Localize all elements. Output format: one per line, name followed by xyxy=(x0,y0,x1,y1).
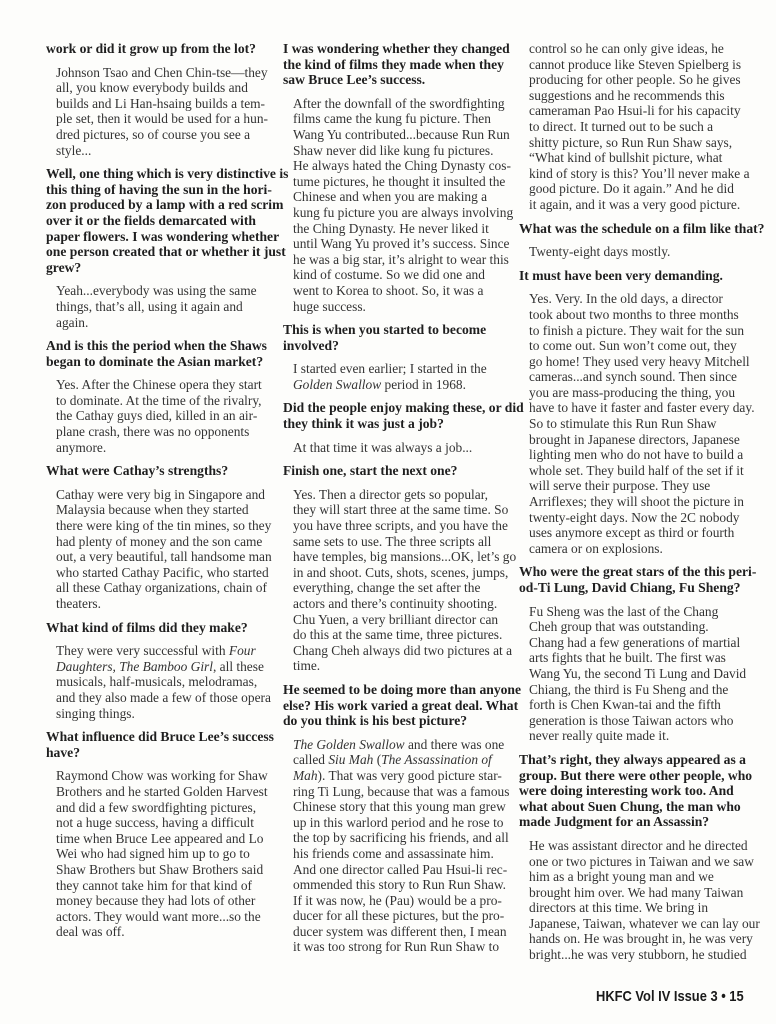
text-line: cameraman Pao Hsui-li for his capacity xyxy=(529,103,741,119)
text-line: This is when you started to become xyxy=(283,322,487,338)
interview-question xyxy=(46,463,274,479)
text-line: If it was now, he (Pau) would be a pro- xyxy=(293,892,502,908)
interview-answer xyxy=(46,377,274,455)
text-line: Daughters, The Bamboo Girl, all these xyxy=(56,658,264,674)
text-line: he was a big star, it’s alright to wear this xyxy=(293,251,509,267)
text-line: generation is those Taiwan actors who xyxy=(529,712,734,728)
text-line: bright...he was very stubborn, he studied xyxy=(529,947,747,963)
text-line: never really quite made it. xyxy=(529,728,670,744)
column-3 xyxy=(519,41,765,971)
text-line: not a huge success, having a difficult xyxy=(56,815,254,831)
text-line: saw Bruce Lee’s success. xyxy=(283,72,426,88)
text-line: they think it was just a job? xyxy=(283,416,444,432)
interview-answer xyxy=(283,440,515,456)
text-line: Yes. Then a director gets so popular, xyxy=(293,486,488,502)
interview-answer xyxy=(519,291,759,556)
text-line: arts fights that he built. The first was xyxy=(529,650,726,666)
text-line: Malaysia because when they started xyxy=(56,502,249,518)
interview-question xyxy=(46,338,274,369)
text-line: will serve their purpose. They use xyxy=(529,478,711,494)
text-line: So to stimulate this Run Run Shaw xyxy=(529,416,717,432)
text-line: plane crash, there was no opponents xyxy=(56,424,250,440)
interview-answer xyxy=(283,737,515,955)
interview-question xyxy=(283,681,522,729)
text-line: this thing of having the sun in the hori- xyxy=(46,181,272,197)
text-line: anymore. xyxy=(56,439,107,455)
text-line: “What kind of bullshit picture, what xyxy=(529,150,723,166)
text-line: everything, change the set after the xyxy=(293,580,481,596)
interview-answer xyxy=(46,283,274,330)
text-line: producing for other people. So he gives xyxy=(529,72,741,88)
text-line: you are mass-producing the thing, you xyxy=(529,384,736,400)
text-line: again. xyxy=(56,314,89,330)
text-line: one person created that or whether it just xyxy=(46,244,286,260)
text-line: Yeah...everybody was using the same xyxy=(56,283,257,299)
text-line: have? xyxy=(46,744,80,760)
text-line: his friends come and assassinate him. xyxy=(293,845,494,861)
interview-answer xyxy=(283,96,515,314)
text-line: And one director called Pau Hsui-li rec- xyxy=(293,861,508,877)
text-line: Wang Yu contributed...because Run Run xyxy=(293,126,510,142)
text-line: He always hated the Ching Dynasty cos- xyxy=(293,158,511,174)
text-line: over it or the fields demarcated with xyxy=(46,212,256,228)
text-line: the kind of films they made when they xyxy=(283,56,504,72)
interview-answer xyxy=(46,65,274,159)
text-line: Cathay were very big in Singapore and xyxy=(56,486,265,502)
text-line: Who were the great stars of the this peri- xyxy=(519,564,757,580)
text-line: Fu Sheng was the last of the Chang xyxy=(529,603,719,619)
text-line: control so he can only give ideas, he xyxy=(529,41,724,56)
text-line: go home! They used very heavy Mitchell xyxy=(529,353,750,369)
text-line: it was too strong for Run Run Shaw to xyxy=(293,939,500,955)
text-line: have to have it faster and faster every day. xyxy=(529,400,755,416)
text-line: brought him over. We had many Taiwan xyxy=(529,884,744,900)
interview-answer xyxy=(283,487,515,674)
text-line: huge success. xyxy=(293,298,366,314)
text-line: They were very successful with Four xyxy=(56,643,256,659)
text-line: who started Cathay Pacific, who started xyxy=(56,564,269,580)
text-line: deal was off. xyxy=(56,924,125,940)
text-line: and did a few swordfighting pictures, xyxy=(56,799,257,815)
text-line: had plenty of money and the son came xyxy=(56,533,263,549)
text-line: kind of costume. So we did one and xyxy=(293,267,485,283)
text-line: style... xyxy=(56,142,92,158)
text-line: to come out. Sun won’t come out, they xyxy=(529,338,737,354)
text-line: kind of story is this? You’ll never make a xyxy=(529,165,750,181)
interview-answer xyxy=(46,487,274,612)
text-line: money because they had lots of other xyxy=(56,893,256,909)
interview-question xyxy=(46,729,274,760)
text-line: the top by sacrificing his friends, and all xyxy=(293,830,509,846)
text-line: time. xyxy=(293,658,321,674)
text-line: hands on. He was brought in, he was very xyxy=(529,931,753,947)
text-line: And is this the period when the Shaws xyxy=(46,338,267,354)
text-line: they will start three at the same time. So xyxy=(293,502,509,518)
column-2 xyxy=(283,41,524,963)
text-line: do you think is his best picture? xyxy=(283,713,468,729)
text-line: until Wang Yu proved it’s success. Since xyxy=(293,236,510,252)
text-line: Shaw Brothers but Shaw Brothers said xyxy=(56,861,264,877)
text-line: Yes. Very. In the old days, a director xyxy=(529,291,723,307)
text-line: cannot produce like Steven Spielberg is xyxy=(529,56,742,72)
text-line: He was assistant director and he directed xyxy=(529,837,748,853)
text-line: shitty picture, so Run Run Shaw says, xyxy=(529,134,733,150)
text-line: the Cathay guys died, killed in an air- xyxy=(56,408,258,424)
text-line: That’s right, they always appeared as a xyxy=(519,751,746,767)
text-line: one or two pictures in Taiwan and we saw xyxy=(529,853,754,869)
text-line: Chu Yuen, a very brilliant director can xyxy=(293,611,499,627)
text-line: things, that’s all, using it again and xyxy=(56,298,243,314)
text-line: Twenty-eight days mostly. xyxy=(529,244,671,260)
text-line: musicals, half-musicals, melodramas, xyxy=(56,674,258,690)
text-line: forth is Chen Kwan-tai and the fifth xyxy=(529,697,721,713)
page-footer: HKFC Vol IV Issue 3 • 15 xyxy=(596,988,744,1005)
interview-question xyxy=(283,322,515,353)
text-line: Chinese and when you are making a xyxy=(293,189,488,205)
interview-question xyxy=(46,41,274,57)
text-line: took about two months to three months xyxy=(529,306,739,322)
text-line: What kind of films did they make? xyxy=(46,619,248,635)
text-line: Raymond Chow was working for Shaw xyxy=(56,768,268,784)
text-line: all, you know everybody builds and xyxy=(56,80,248,96)
text-line: singing things. xyxy=(56,705,135,721)
text-line: tume pictures, he thought it insulted the xyxy=(293,173,506,189)
text-line: there were king of the tin mines, so they xyxy=(56,518,272,534)
text-line: work or did it grow up from the lot? xyxy=(46,41,256,56)
interview-answer xyxy=(283,361,515,392)
text-line: what about Suen Chung, the man who xyxy=(519,798,741,814)
text-line: do this at the same time, three pictures. xyxy=(293,627,503,643)
text-line: went to Korea to shoot. So, it was a xyxy=(293,282,484,298)
text-line: After the downfall of the swordfighting xyxy=(293,95,505,111)
interview-question xyxy=(283,400,524,432)
text-line: Johnson Tsao and Chen Chin-tse—they xyxy=(56,64,268,80)
text-line: I was wondering whether they changed xyxy=(283,41,510,56)
text-line: Yes. After the Chinese opera they start xyxy=(56,377,262,393)
text-line: theaters. xyxy=(56,596,101,611)
text-line: and they also made a few of those opera xyxy=(56,689,271,705)
interview-answer xyxy=(519,838,759,963)
text-line: Brothers and he started Golden Harvest xyxy=(56,783,268,799)
text-line: to direct. It turned out to be such a xyxy=(529,118,714,134)
text-line: Finish one, start the next one? xyxy=(283,463,458,479)
text-line: the Ching Dynasty. He never liked it xyxy=(293,220,489,236)
text-line: out, a very beautiful, tall handsome man xyxy=(56,549,272,565)
text-line: you have three scripts, and you have the xyxy=(293,518,508,534)
text-line: ommended this story to Run Run Shaw. xyxy=(293,877,507,893)
text-line: What influence did Bruce Lee’s success xyxy=(46,729,274,745)
text-line: twenty-eight days. Now the 2C nobody xyxy=(529,509,740,525)
text-line: Wei who had signed him up to go to xyxy=(56,846,250,862)
text-line: Japanese, Taiwan, whatever we can lay our xyxy=(529,915,760,931)
text-line: brought in Japanese directors, Japanese xyxy=(529,431,740,447)
interview-answer xyxy=(46,768,274,940)
text-line: paper flowers. I was wondering whether xyxy=(46,228,280,244)
interview-answer xyxy=(519,604,759,744)
text-line: He seemed to be doing more than anyone xyxy=(283,681,522,697)
text-line: up in this warlord period and he rose to xyxy=(293,814,504,830)
text-line: Chiang, the third is Fu Sheng and the xyxy=(529,681,729,697)
text-line: Cheh group that was outstanding. xyxy=(529,619,709,635)
text-line: actors and there’s continuity shooting. xyxy=(293,596,498,611)
text-line: Mah). That was very good picture star- xyxy=(293,767,502,783)
text-line: cameras...and synch sound. Then since xyxy=(529,369,737,385)
text-line: suggestions and he recommends this xyxy=(529,87,725,103)
interview-question xyxy=(283,463,515,479)
text-line: kung fu picture you are always involving xyxy=(293,204,514,220)
text-line: Wang Yu, the second Ti Lung and David xyxy=(529,665,747,681)
text-line: were doing interesting work too. And xyxy=(519,783,734,799)
text-line: to finish a picture. They wait for the sun xyxy=(529,322,745,338)
text-line: all these Cathay organizations, chain of xyxy=(56,580,267,596)
text-line: lighting men who do not have to build a xyxy=(529,447,744,463)
interview-question xyxy=(519,752,759,830)
text-line: made Judgment for an Assassin? xyxy=(519,814,710,830)
text-line: it again, and it was a very good picture. xyxy=(529,196,741,212)
text-line: ple set, then it would be used for a hun- xyxy=(56,111,268,127)
text-line: uses anymore except as third or fourth xyxy=(529,525,735,541)
text-line: What was the schedule on a film like that? xyxy=(519,220,765,236)
text-line: directors at this time. We bring in xyxy=(529,900,709,916)
text-line: dred pictures, so of course you see a xyxy=(56,126,251,142)
text-line: Did the people enjoy making these, or did xyxy=(283,400,524,416)
text-line: films came the kung fu picture. Then xyxy=(293,111,491,127)
text-line: him as a bright young man and we xyxy=(529,869,714,885)
text-line: builds and Li Han-hsaing builds a tem- xyxy=(56,95,266,111)
text-line: It must have been very demanding. xyxy=(519,267,723,283)
text-line: Chinese story that this young man grew xyxy=(293,799,506,815)
text-line: Arriflexes; they will shoot the picture in xyxy=(529,494,744,510)
text-line: group. But there were other people, who xyxy=(519,767,753,783)
text-line: Golden Swallow period in 1968. xyxy=(293,376,466,392)
text-line: grew? xyxy=(46,259,82,275)
text-line: At that time it was always a job... xyxy=(293,439,473,455)
text-line: Well, one thing which is very distinctive is xyxy=(46,166,289,182)
text-line: in and shoot. Cuts, shots, scenes, jumps, xyxy=(293,564,509,580)
text-line: good picture. Do it again.” And he did xyxy=(529,181,734,197)
interview-question xyxy=(46,166,289,275)
column-1 xyxy=(46,41,289,948)
interview-question xyxy=(519,220,765,237)
text-line: Shaw never did like kung fu pictures. xyxy=(293,142,494,158)
text-line: camera or on explosions. xyxy=(529,540,663,556)
interview-question xyxy=(283,41,515,88)
text-line: actors. They would want more...so the xyxy=(56,908,261,924)
text-line: What were Cathay’s strengths? xyxy=(46,463,229,479)
text-line: involved? xyxy=(283,337,339,353)
text-line: Chang Cheh always did two pictures at a xyxy=(293,642,513,658)
interview-question xyxy=(46,620,274,636)
text-line: they cannot take him for that kind of xyxy=(56,877,252,893)
interview-answer xyxy=(519,244,759,260)
text-line: to dominate. At the time of the rivalry, xyxy=(56,392,262,408)
text-line: began to dominate the Asian market? xyxy=(46,353,264,369)
text-line: od-Ti Lung, David Chiang, Fu Sheng? xyxy=(519,580,741,595)
text-line: have temples, big mansions...OK, let’s go xyxy=(293,549,517,565)
interview-question xyxy=(519,564,759,595)
text-line: else? His work varied a great deal. What xyxy=(283,697,519,713)
text-line: Chang had a few generations of martial xyxy=(529,634,741,650)
text-line: ring Ti Lung, because that was a famous xyxy=(293,783,510,799)
text-line: I started even earlier; I started in the xyxy=(293,361,487,377)
text-line: The Golden Swallow and there was one xyxy=(293,736,505,752)
text-line: whole set. They build half of the set if it xyxy=(529,462,744,478)
text-line: zon produced by a lamp with a red scrim xyxy=(46,197,284,213)
text-line: time when Bruce Lee appeared and Lo xyxy=(56,830,264,846)
interview-answer xyxy=(519,41,759,213)
interview-answer xyxy=(46,643,274,721)
text-line: called Siu Mah (The Assassination of xyxy=(293,752,492,768)
text-line: ducer for all these pictures, but the pro- xyxy=(293,908,505,924)
text-line: same sets to use. The three scripts all xyxy=(293,533,492,549)
interview-question xyxy=(519,268,759,284)
text-line: ducer system was different then, I mean xyxy=(293,923,507,939)
